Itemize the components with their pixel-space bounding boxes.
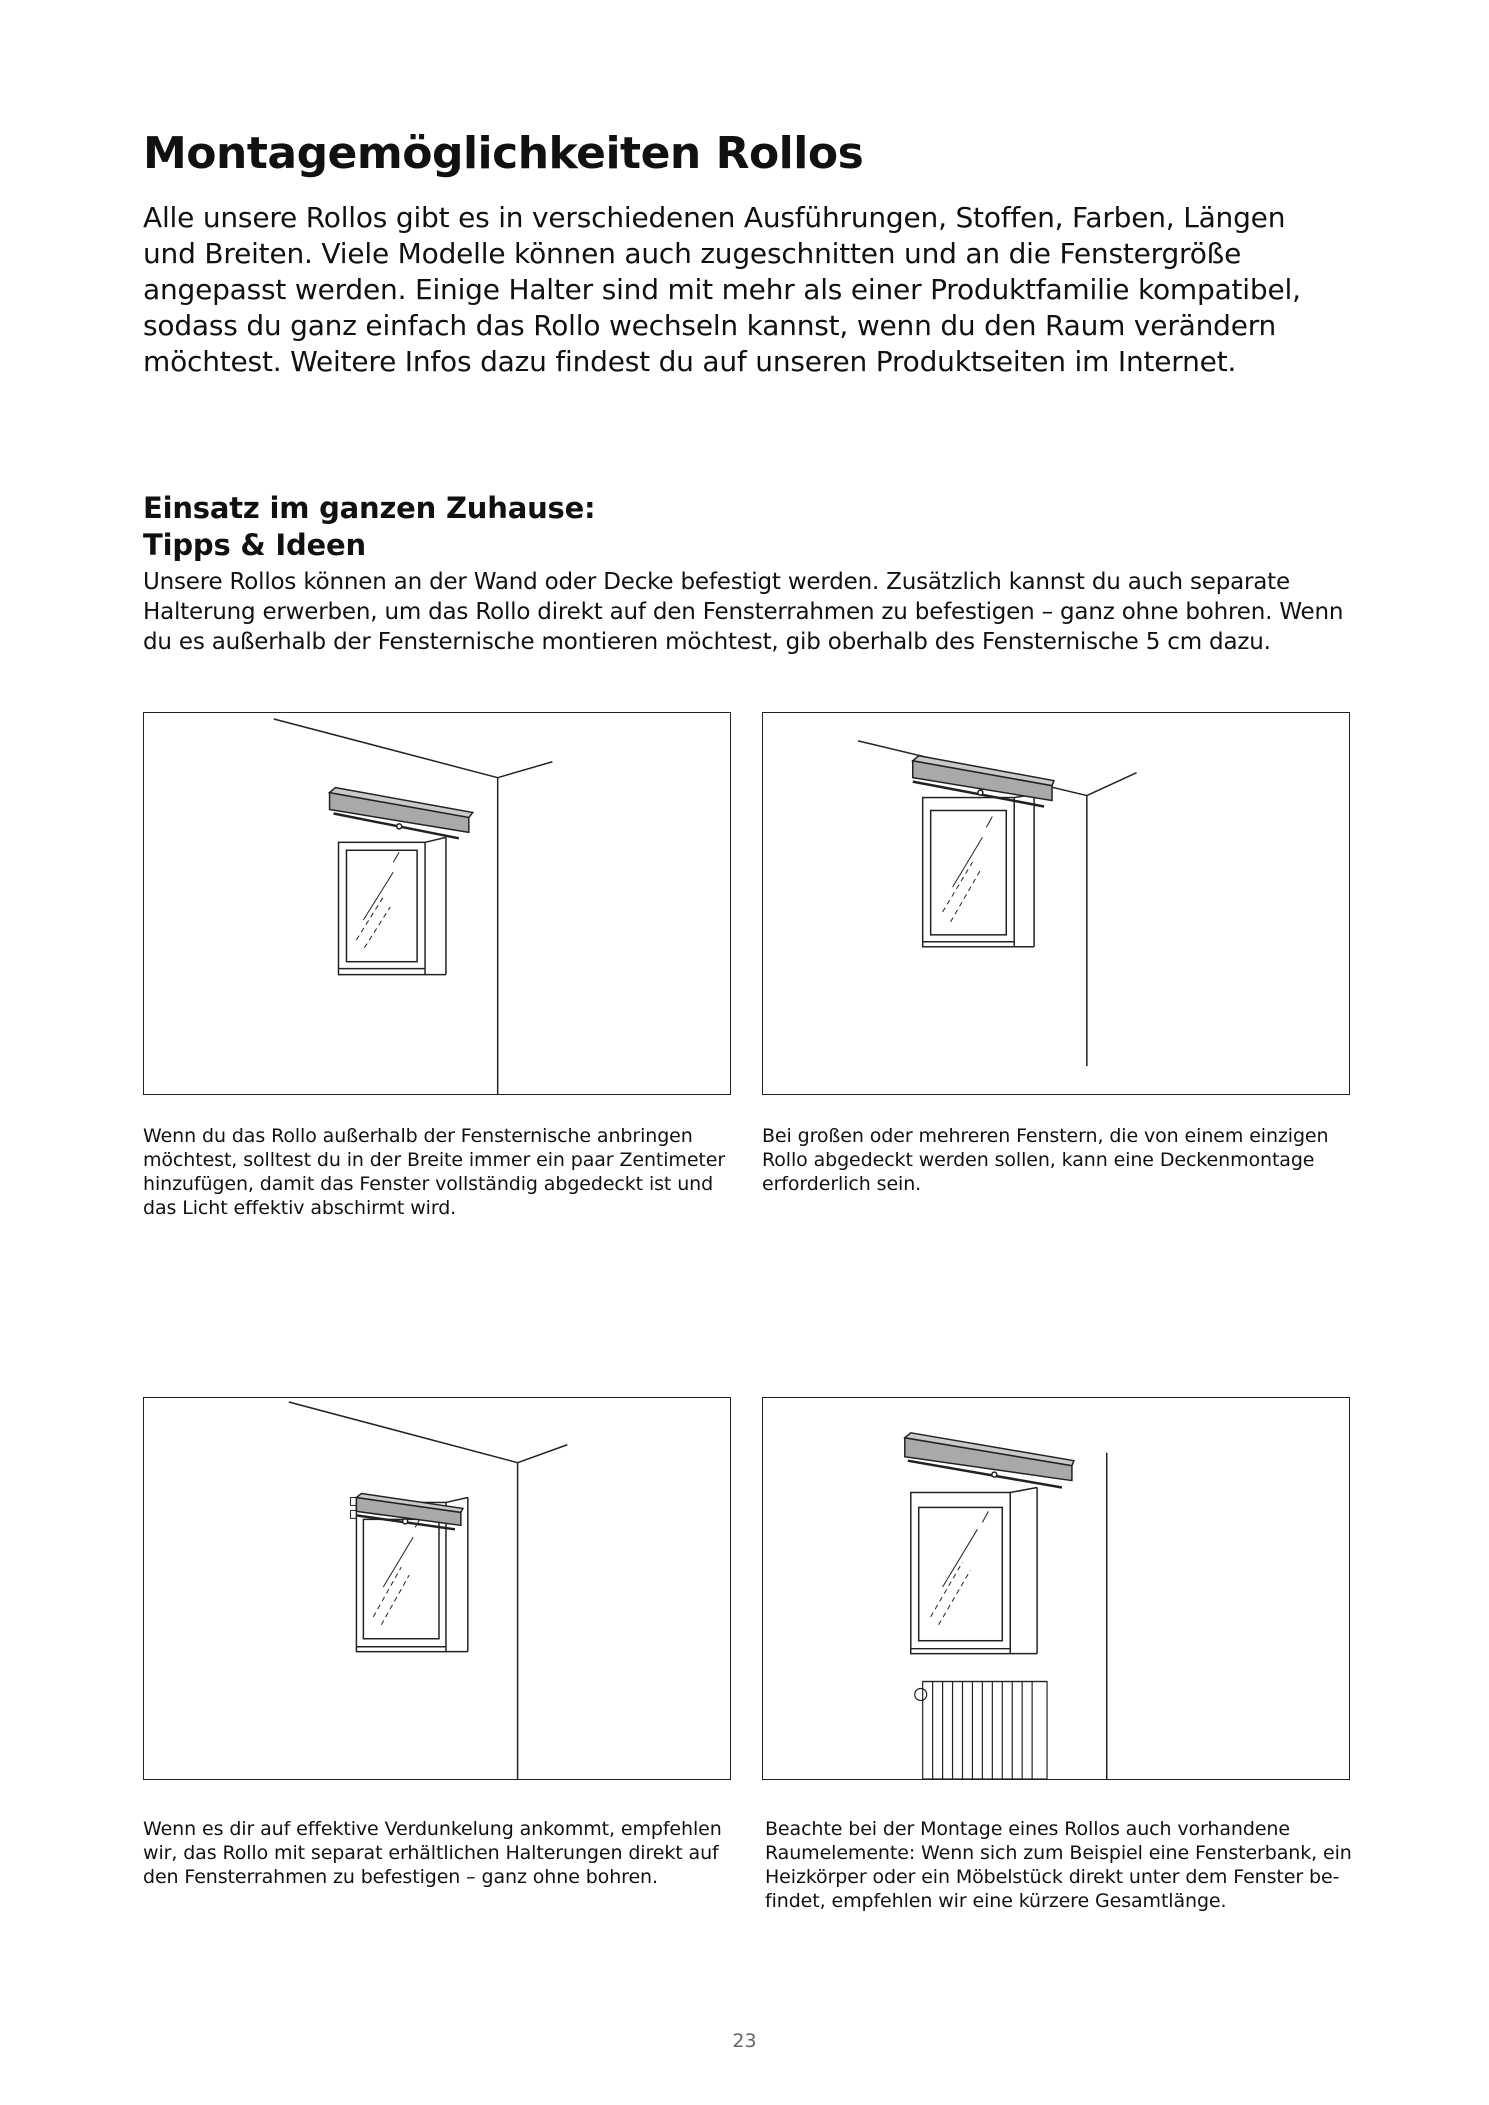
caption-wall-mount	[143, 1124, 733, 1220]
caption-line: möchtest, solltest du in der Breite immer ein paar Zentimeter	[143, 1149, 726, 1171]
radiator-window-illustration	[762, 1397, 1350, 1780]
caption-frame-mount	[143, 1817, 733, 1889]
intro-line: Alle unsere Rollos gibt es in verschiedenen Ausführungen, Stoffen, Farben, Längen	[143, 201, 1286, 234]
ceiling-mount-illustration	[762, 712, 1350, 1095]
wall-mount-illustration	[143, 712, 731, 1095]
intro-paragraph	[143, 200, 1363, 380]
intro-line: angepasst werden. Einige Halter sind mit mehr als einer Produktfamilie kompatibel,	[143, 273, 1301, 306]
intro-line: möchtest. Weitere Infos dazu findest du auf unseren Produktseiten im Internet.	[143, 345, 1237, 378]
caption-line: Rollo abgedeckt werden sollen, kann eine Deckenmontage	[762, 1149, 1315, 1171]
section-heading-line: Einsatz im ganzen Zuhause:	[143, 491, 596, 525]
caption-line: Beachte bei der Montage eines Rollos auch vorhandene	[765, 1818, 1290, 1840]
intro-line: und Breiten. Viele Modelle können auch zugeschnitten und an die Fenstergröße	[143, 237, 1242, 270]
caption-line: den Fensterrahmen zu befestigen – ganz ohne bohren.	[143, 1866, 658, 1888]
caption-room-elements	[765, 1817, 1355, 1913]
caption-line: Wenn es dir auf effektive Verdunkelung ankommt, empfehlen	[143, 1818, 722, 1840]
page-title: Montagemöglichkeiten Rollos	[143, 128, 864, 179]
section-line: Halterung erwerben, um das Rollo direkt auf den Fensterrahmen zu befestigen – ganz ohne bohren. Wenn	[143, 599, 1344, 625]
section-line: du es außerhalb der Fensternische montieren möchtest, gib oberhalb des Fensternische 5 cm dazu.	[143, 629, 1271, 655]
caption-ceiling-mount	[762, 1124, 1352, 1196]
page-number: 23	[732, 2030, 757, 2052]
caption-line: das Licht effektiv abschirmt wird.	[143, 1197, 457, 1219]
caption-line: findet, empfehlen wir eine kürzere Gesamtlänge.	[765, 1890, 1227, 1912]
caption-line: Raumelemente: Wenn sich zum Beispiel eine Fensterbank, ein	[765, 1842, 1352, 1864]
caption-line: erforderlich sein.	[762, 1173, 922, 1195]
intro-line: sodass du ganz einfach das Rollo wechseln kannst, wenn du den Raum verändern	[143, 309, 1277, 342]
section-paragraph	[143, 567, 1373, 657]
caption-line: wir, das Rollo mit separat erhältlichen Halterungen direkt auf	[143, 1842, 719, 1864]
caption-line: hinzufügen, damit das Fenster vollständig abgedeckt ist und	[143, 1173, 714, 1195]
section-line: Unsere Rollos können an der Wand oder Decke befestigt werden. Zusätzlich kannst du auch separate	[143, 569, 1290, 595]
caption-line: Wenn du das Rollo außerhalb der Fensternische anbringen	[143, 1125, 693, 1147]
section-heading	[143, 490, 595, 564]
caption-line: Bei großen oder mehreren Fenstern, die von einem einzigen	[762, 1125, 1329, 1147]
caption-line: Heizkörper oder ein Möbelstück direkt unter dem Fenster be-	[765, 1866, 1340, 1888]
section-heading-line: Tipps & Ideen	[143, 528, 366, 562]
frame-mount-illustration	[143, 1397, 731, 1780]
